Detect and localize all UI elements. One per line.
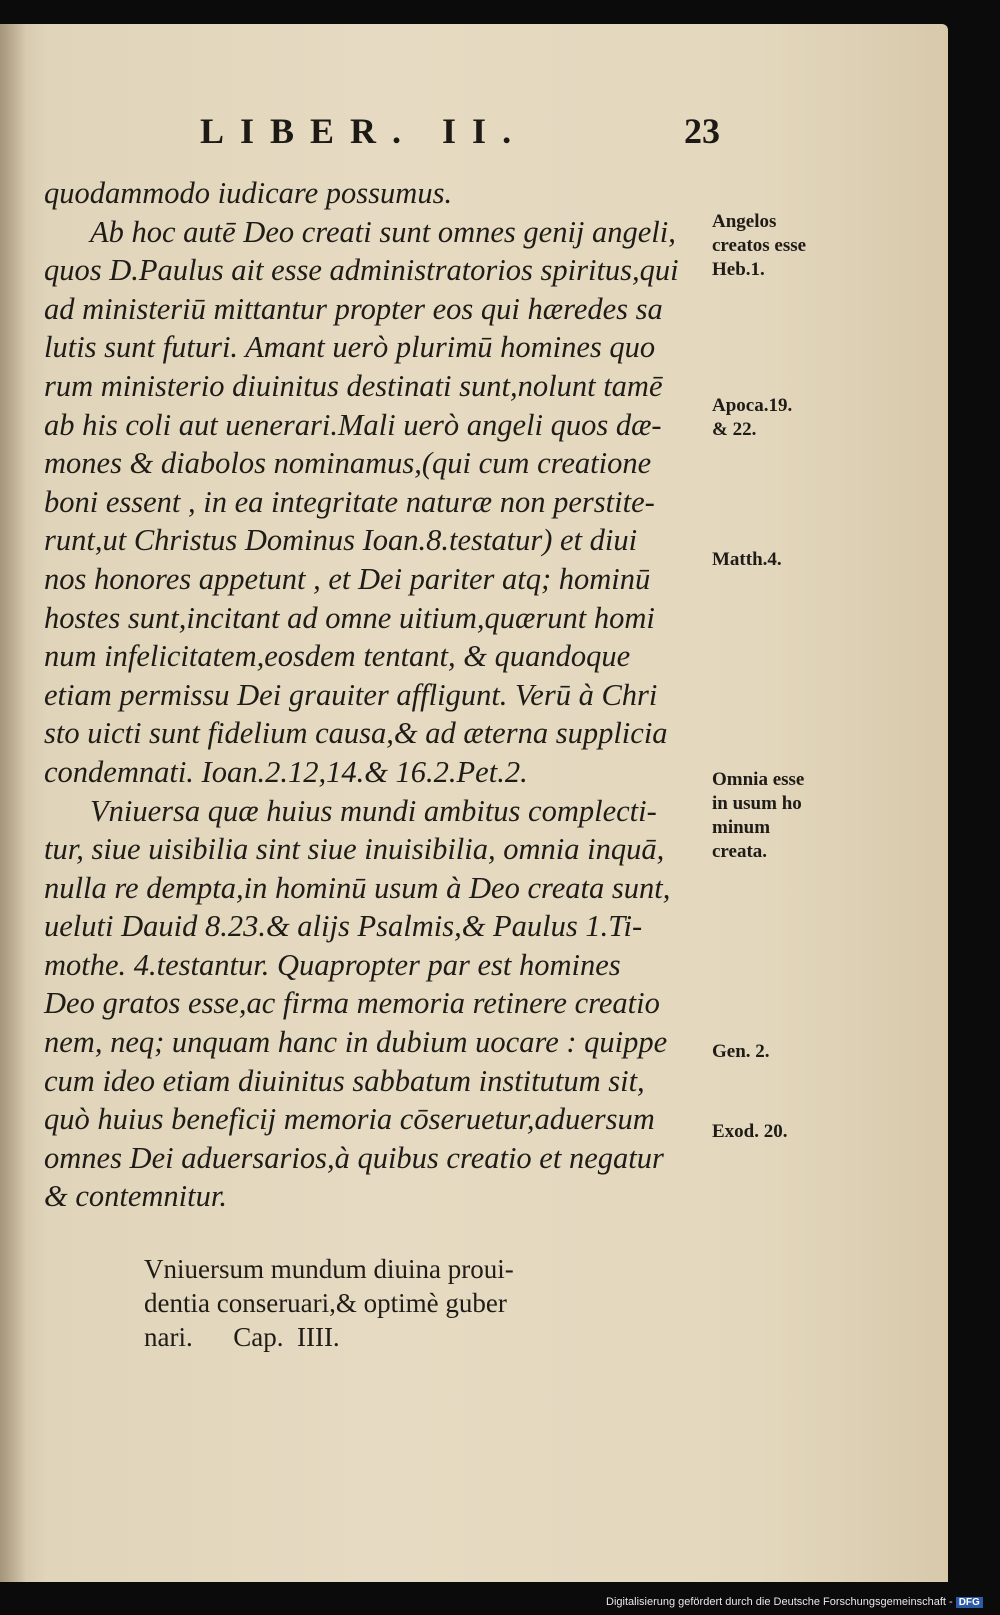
margin-note-line: Omnia esse bbox=[712, 769, 805, 790]
text-line: hostes sunt,incitant ad omne uitium,quærunt homi bbox=[44, 600, 655, 635]
page-number: 23 bbox=[684, 111, 720, 151]
text-line: mothe. 4.testantur. Quapropter par est homines bbox=[44, 947, 621, 982]
margin-note-line: Apoca.19. bbox=[712, 395, 793, 416]
page-header bbox=[200, 110, 720, 160]
text-line: condemnati. Ioan.2.12,14.& 16.2.Pet.2. bbox=[44, 754, 528, 789]
text-line: quos D.Paulus ait esse administratorios spiritus,qui bbox=[44, 253, 679, 288]
margin-note-line: Exod. 20. bbox=[712, 1121, 788, 1142]
chapter-heading-line: nari. Cap. IIII. bbox=[144, 1322, 340, 1352]
chapter-heading bbox=[144, 1252, 664, 1354]
text-line: boni essent , in ea integritate naturæ non perstite- bbox=[44, 484, 655, 519]
text-line: quò huius beneficij memoria cōseruetur,aduersum bbox=[44, 1102, 655, 1137]
text-line: lutis sunt futuri. Amant uerò plurimū homines quo bbox=[44, 330, 656, 365]
text-line: etiam permissu Dei grauiter affligunt. Verū à Chri bbox=[44, 677, 658, 712]
running-head: LIBER. II. bbox=[200, 111, 528, 151]
chapter-heading-line: dentia conseruari,& optimè guber bbox=[144, 1288, 507, 1318]
margin-note-exod bbox=[712, 1120, 852, 1144]
margin-note-line: creata. bbox=[712, 841, 768, 862]
text-line: runt,ut Christus Dominus Ioan.8.testatur) et diui bbox=[44, 523, 638, 558]
margin-note-line: Heb.1. bbox=[712, 259, 765, 280]
margin-note-angelos bbox=[712, 210, 852, 282]
text-line: num infelicitatem,eosdem tentant, & quandoque bbox=[44, 639, 631, 674]
text-line: ab his coli aut uenerari.Mali uerò angeli quos dæ- bbox=[44, 407, 662, 442]
book-page bbox=[0, 24, 948, 1582]
chapter-heading-line: Vniuersum mundum diuina proui- bbox=[144, 1254, 514, 1284]
text-line: ad ministeriū mittantur propter eos qui hæredes sa bbox=[44, 291, 663, 326]
margin-note-matth bbox=[712, 548, 852, 572]
text-line: nem, neq; unquam hanc in dubium uocare : quippe bbox=[44, 1025, 668, 1060]
text-line: & contemnitur. bbox=[44, 1179, 227, 1214]
text-line: Deo gratos esse,ac firma memoria retinere creatio bbox=[44, 986, 660, 1021]
text-line: rum ministerio diuinitus destinati sunt,nolunt tamē bbox=[44, 368, 663, 403]
margin-note-line: Matth.4. bbox=[712, 549, 782, 570]
main-text bbox=[44, 174, 704, 1216]
text-line: Vniuersa quæ huius mundi ambitus complecti- bbox=[90, 793, 657, 828]
margin-note-line: & 22. bbox=[712, 419, 757, 440]
margin-note-apoca bbox=[712, 394, 852, 442]
text-line: quodammodo iudicare possumus. bbox=[44, 176, 453, 210]
margin-note-line: creatos esse bbox=[712, 235, 807, 256]
text-line: mones & diabolos nominamus,(qui cum creatione bbox=[44, 446, 652, 481]
dfg-logo: DFG bbox=[956, 1597, 983, 1608]
margin-note-line: minum bbox=[712, 817, 771, 838]
text-line: tur, siue uisibilia sint siue inuisibilia, omnia inquā, bbox=[44, 832, 665, 867]
text-line: nulla re dempta,in hominū usum à Deo creata sunt, bbox=[44, 870, 671, 905]
margin-note-omnia bbox=[712, 768, 852, 864]
text-line: cum ideo etiam diuinitus sabbatum institutum sit, bbox=[44, 1063, 645, 1098]
text-line: sto uicti sunt fidelium causa,& ad æterna supplicia bbox=[44, 716, 668, 751]
credit-text: Digitalisierung gefördert durch die Deutsche Forschungsgemeinschaft - bbox=[606, 1596, 953, 1608]
text-line: omnes Dei aduersarios,à quibus creatio et negatur bbox=[44, 1140, 664, 1175]
digitization-credit bbox=[606, 1596, 983, 1608]
text-line: nos honores appetunt , et Dei pariter atq; hominū bbox=[44, 561, 651, 596]
margin-note-line: Gen. 2. bbox=[712, 1041, 770, 1062]
margin-note-line: in usum ho bbox=[712, 793, 802, 814]
margin-note-line: Angelos bbox=[712, 211, 777, 232]
text-line: Ab hoc autē Deo creati sunt omnes genij angeli, bbox=[90, 214, 676, 249]
text-line: ueluti Dauid 8.23.& alijs Psalmis,& Paulus 1.Ti- bbox=[44, 909, 643, 944]
margin-note-gen bbox=[712, 1040, 852, 1064]
